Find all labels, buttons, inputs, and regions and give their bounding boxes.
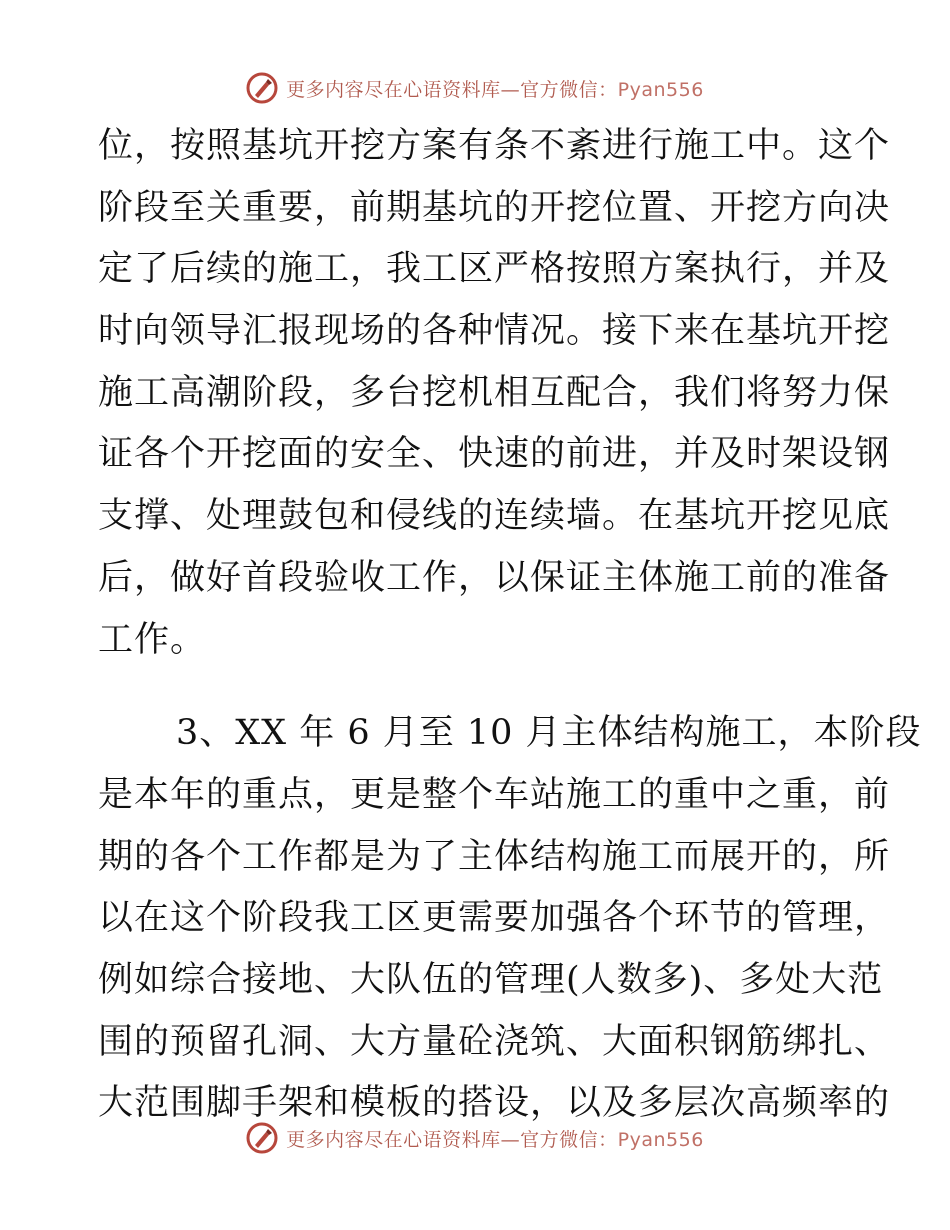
paragraph-continuation <box>98 116 891 671</box>
text-line: 支撑、处理鼓包和侵线的连续墙。在基坑开挖见底 <box>98 496 891 537</box>
pen-logo-icon <box>246 1122 278 1154</box>
text-line: 阶段至关重要，前期基坑的开挖位置、开挖方向决 <box>98 187 891 228</box>
text-line: 是本年的重点，更是整个车站施工的重中之重，前 <box>98 774 891 815</box>
text-line: 证各个开挖面的安全、快速的前进，并及时架设钢 <box>98 434 891 475</box>
text-line: 后，做好首段验收工作，以保证主体施工前的准备 <box>98 557 891 598</box>
paragraph-main-structure <box>98 703 922 1135</box>
text-line: 定了后续的施工，我工区严格按照方案执行，并及 <box>98 249 891 290</box>
footer-watermark <box>0 1122 950 1154</box>
text-line: 例如综合接地、大队伍的管理(人数多)、多处大范 <box>98 959 884 1000</box>
text-line: 3、XX 年 6 月至 10 月主体结构施工，本阶段 <box>176 713 922 754</box>
text-line: 施工高潮阶段，多台挖机相互配合，我们将努力保 <box>98 372 891 413</box>
header-watermark <box>0 72 950 104</box>
text-line: 以在这个阶段我工区更需要加强各个环节的管理， <box>98 898 891 939</box>
text-line: 大范围脚手架和模板的搭设，以及多层次高频率的 <box>98 1083 891 1124</box>
text-line: 工作。 <box>98 619 207 660</box>
text-line: 时向领导汇报现场的各种情况。接下来在基坑开挖 <box>98 311 891 352</box>
text-line: 围的预留孔洞、大方量砼浇筑、大面积钢筋绑扎、 <box>98 1021 891 1062</box>
watermark-text: 更多内容尽在心语资料库—官方微信：Pyan556 <box>286 78 704 101</box>
pen-logo-icon <box>246 72 278 104</box>
document-body <box>98 116 922 1135</box>
text-line: 期的各个工作都是为了主体结构施工而展开的，所 <box>98 836 891 877</box>
text-line: 位，按照基坑开挖方案有条不紊进行施工中。这个 <box>98 126 891 166</box>
watermark-text: 更多内容尽在心语资料库—官方微信：Pyan556 <box>286 1128 704 1151</box>
paragraph-spacer <box>98 671 858 703</box>
